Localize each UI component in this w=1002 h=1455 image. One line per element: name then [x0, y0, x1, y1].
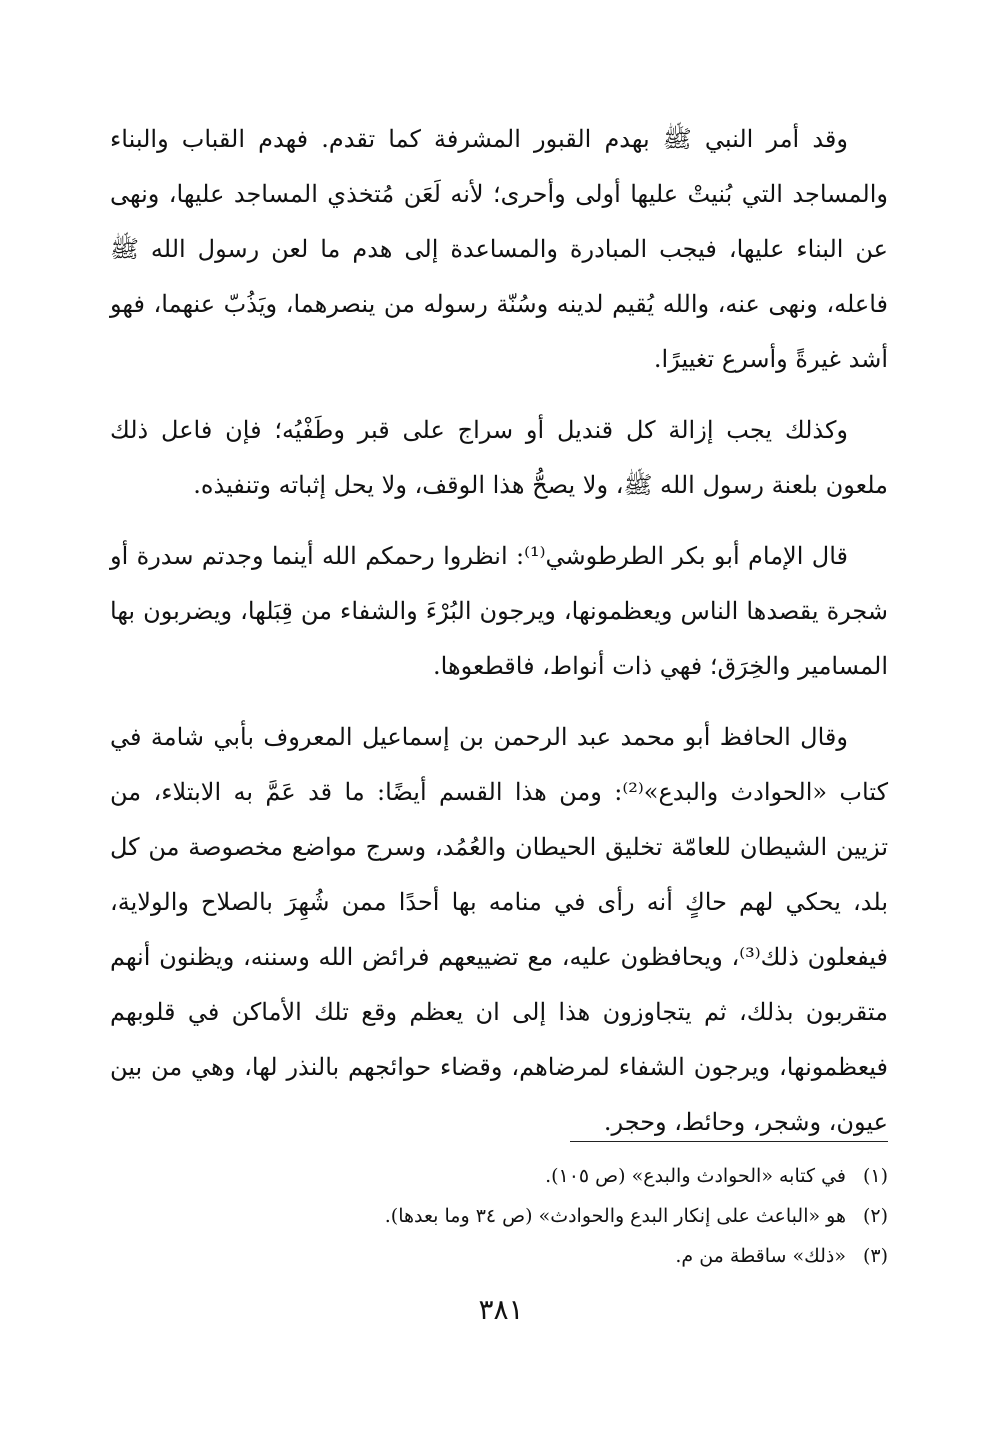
page-number: ٣٨١: [478, 1293, 524, 1326]
footnote-text: هو «الباعث على إنكار البدع والحوادث» (ص ٣٤ وما بعدها).: [384, 1205, 846, 1227]
footnote-2: [300, 1196, 888, 1236]
footnote-number: (٢): [862, 1205, 888, 1227]
paragraph-4: وقال الحافظ أبو محمد عبد الرحمن بن إسماعيل المعروف بأبي شامة في كتاب «الحوادث والبدع»⁽²⁾: ومن هذا القسم أيضًا: ما قد عَمَّ به الابتلاء، من تزيين الشيطان للعامّة تخليق الحيطان والعُمُد، وسرج مواضع مخصوصة من كل بلد، يحكي لهم حاكٍ أنه رأى في منامه بها أحدًا ممن شُهِرَ بالصلاح والولاية، فيفعلون ذلك⁽³⁾، ويحافظون عليه، مع تضييعهم فرائض الله وسننه، ويظنون أنهم متقربون بذلك، ثم يتجاوزون هذا إلى ان يعظم وقع تلك الأماكن في قلوبهم فيعظمونها، ويرجون الشفاء لمرضاهم، وقضاء حوائجهم بالنذر لها، وهي من بين عيون، وشجر، وحائط، وحجر.: [110, 723, 888, 1136]
footnote-1: [300, 1156, 888, 1196]
footnote-number: (١): [862, 1165, 888, 1187]
footnote-number: (٣): [862, 1245, 888, 1267]
footnotes: [300, 1156, 888, 1276]
paragraph-1: وقد أمر النبي ﷺ بهدم القبور المشرفة كما تقدم. فهدم القباب والبناء والمساجد التي بُنيتْ عليها أولى وأحرى؛ لأنه لَعَن مُتخذي المساجد عليها، ونهى عن البناء عليها، فيجب المبادرة والمساعدة إلى هدم ما لعن رسول الله ﷺ فاعله، ونهى عنه، والله يُقيم لدينه وسُنّة رسوله من ينصرهما، ويَذُبّ عنهما، فهو أشد غيرةً وأسرع تغييرًا.: [110, 125, 888, 373]
footnote-text: «ذلك» ساقطة من م.: [675, 1245, 846, 1267]
paragraph-3: قال الإمام أبو بكر الطرطوشي⁽¹⁾: انظروا رحمكم الله أينما وجدتم سدرة أو شجرة يقصدها الناس ويعظمونها، ويرجون البُرْءَ والشفاء من قِبَلها، ويضربون بها المسامير والخِرَق؛ فهي ذات أنواط، فاقطعوها.: [110, 542, 888, 680]
paragraph-2: وكذلك يجب إزالة كل قنديل أو سراج على قبر وطَفْيُه؛ فإن فاعل ذلك ملعون بلعنة رسول الله ﷺ، ولا يصحُّ هذا الوقف، ولا يحل إثباته وتنفيذه.: [110, 416, 888, 499]
footnote-separator: [570, 1141, 888, 1142]
footnote-text: في كتابه «الحوادث والبدع» (ص ١٠٥).: [545, 1165, 846, 1187]
main-text: [110, 112, 888, 1166]
footnote-3: [300, 1236, 888, 1276]
